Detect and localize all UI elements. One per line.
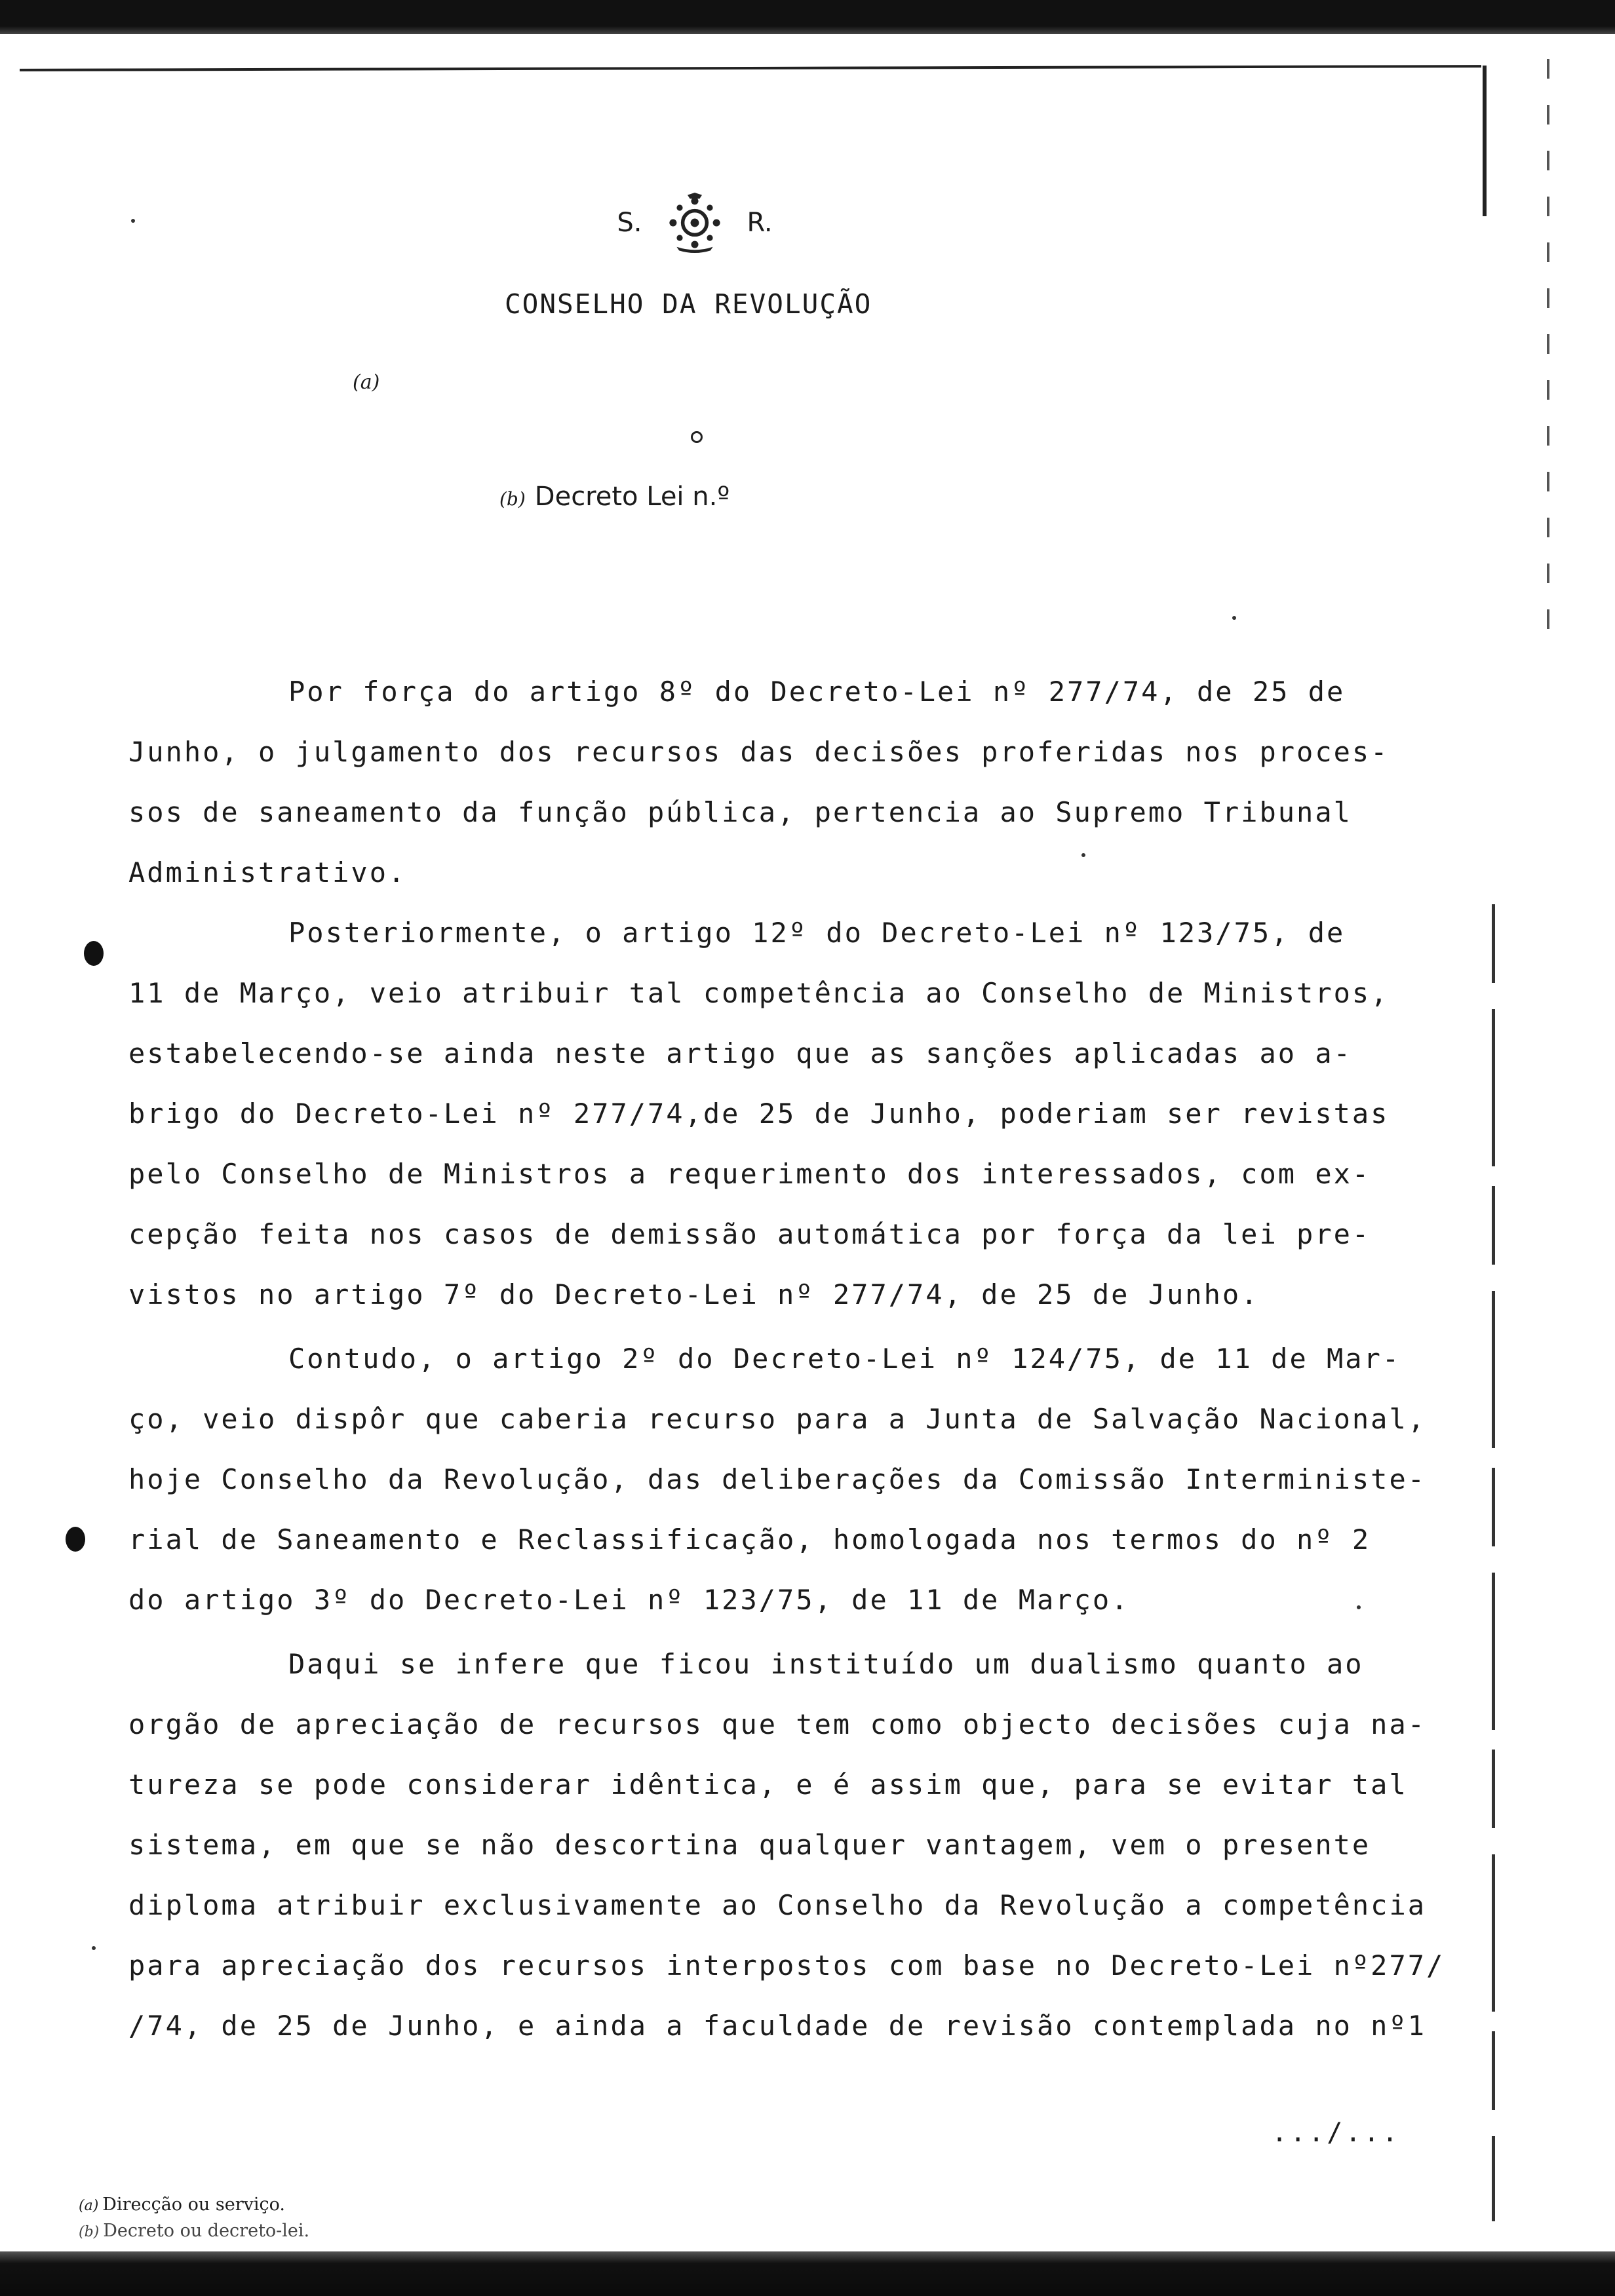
scan-edge-mark (1483, 66, 1487, 216)
text-line: rial de Saneamento e Reclassificação, homologada nos termos do nº 2 (128, 1523, 1371, 1556)
speck (1232, 616, 1236, 620)
continuation-mark: .../... (1272, 2118, 1401, 2148)
footnote-a (79, 2192, 309, 2219)
field-a-marker: (a) (353, 371, 380, 394)
text-line: brigo do Decreto-Lei nº 277/74,de 25 de Junho, poderiam ser revistas (128, 1098, 1390, 1130)
paragraph-3 (128, 1329, 1427, 1630)
text-line: do artigo 3º do Decreto-Lei nº 123/75, de 11 de Março. (128, 1584, 1130, 1616)
decree-label: Decreto Lei n.º (534, 482, 730, 512)
footnote-a-marker: (a) (79, 2198, 99, 2214)
text-line: hoje Conselho da Revolução, das deliberações da Comissão Interministe- (128, 1463, 1427, 1495)
footnote-b-text: Decreto ou decreto-lei. (103, 2221, 310, 2241)
text-line: Contudo, o artigo 2º do Decreto-Lei nº 124/75, de 11 de Mar- (288, 1343, 1401, 1375)
scan-border-bottom (0, 2251, 1615, 2296)
text-line: Daqui se infere que ficou instituído um dualismo quanto ao (288, 1648, 1364, 1680)
text-line: 11 de Março, veio atribuir tal competência ao Conselho de Ministros, (128, 977, 1390, 1009)
page-title: CONSELHO DA REVOLUÇÃO (505, 288, 872, 320)
text-line: Por força do artigo 8º do Decreto-Lei nº 277/74, de 25 de (288, 676, 1346, 708)
seal-letter-s: S. (617, 208, 642, 238)
paragraph-4 (128, 1634, 1445, 2056)
punch-hole (66, 1527, 85, 1552)
paragraph-2 (128, 903, 1407, 1325)
scan-border-top (0, 0, 1615, 34)
scan-edge-mark (1492, 904, 1495, 2221)
text-line: ço, veio dispôr que caberia recurso para a Junta de Salvação Nacional, (128, 1403, 1427, 1435)
seal-heading (577, 183, 813, 262)
text-line: sistema, em que se não descortina qualquer vantagem, vem o presente (128, 1829, 1371, 1861)
footnote-a-text: Direcção ou serviço. (102, 2194, 285, 2215)
text-line: para apreciação dos recursos interpostos com base no Decreto-Lei nº277/ (128, 1949, 1445, 1981)
footnote-b (79, 2219, 309, 2245)
text-line: diploma atribuir exclusivamente ao Conselho da Revolução a competência (128, 1889, 1427, 1921)
document-body (128, 662, 1445, 2056)
footnote-b-marker: (b) (79, 2224, 100, 2240)
text-line: tureza se pode considerar idêntica, e é assim que, para se evitar tal (128, 1769, 1408, 1801)
footnotes (79, 2192, 309, 2245)
text-line: pelo Conselho de Ministros a requerimento dos interessados, com ex- (128, 1158, 1371, 1190)
seal-letter-r: R. (747, 208, 773, 238)
scan-edge-mark (1547, 59, 1549, 649)
speck (92, 1946, 96, 1950)
text-line: cepção feita nos casos de demissão automática por força da lei pre- (128, 1218, 1371, 1250)
degree-mark (691, 431, 703, 443)
paragraph-1 (128, 662, 1407, 903)
text-line: estabelecendo-se ainda neste artigo que as sanções aplicadas ao a- (128, 1037, 1352, 1069)
text-line: /74, de 25 de Junho, e ainda a faculdade de revisão contemplada no nº1 (128, 2010, 1427, 2042)
text-line: Administrativo. (128, 856, 407, 889)
field-b-marker: (b) (499, 488, 526, 510)
text-line: sos de saneamento da função pública, pertencia ao Supremo Tribunal (128, 796, 1352, 828)
text-line: orgão de apreciação de recursos que tem como objecto decisões cuja na- (128, 1708, 1427, 1740)
republic-seal-icon (665, 193, 725, 253)
punch-hole (84, 941, 104, 966)
scan-rule-top (20, 65, 1481, 71)
text-line: Junho, o julgamento dos recursos das decisões proferidas nos proces- (128, 736, 1390, 768)
decree-line (499, 482, 730, 512)
text-line: vistos no artigo 7º do Decreto-Lei nº 277/74, de 25 de Junho. (128, 1278, 1260, 1311)
speck (131, 219, 135, 223)
text-line: Posteriormente, o artigo 12º do Decreto-Lei nº 123/75, de (288, 917, 1346, 949)
